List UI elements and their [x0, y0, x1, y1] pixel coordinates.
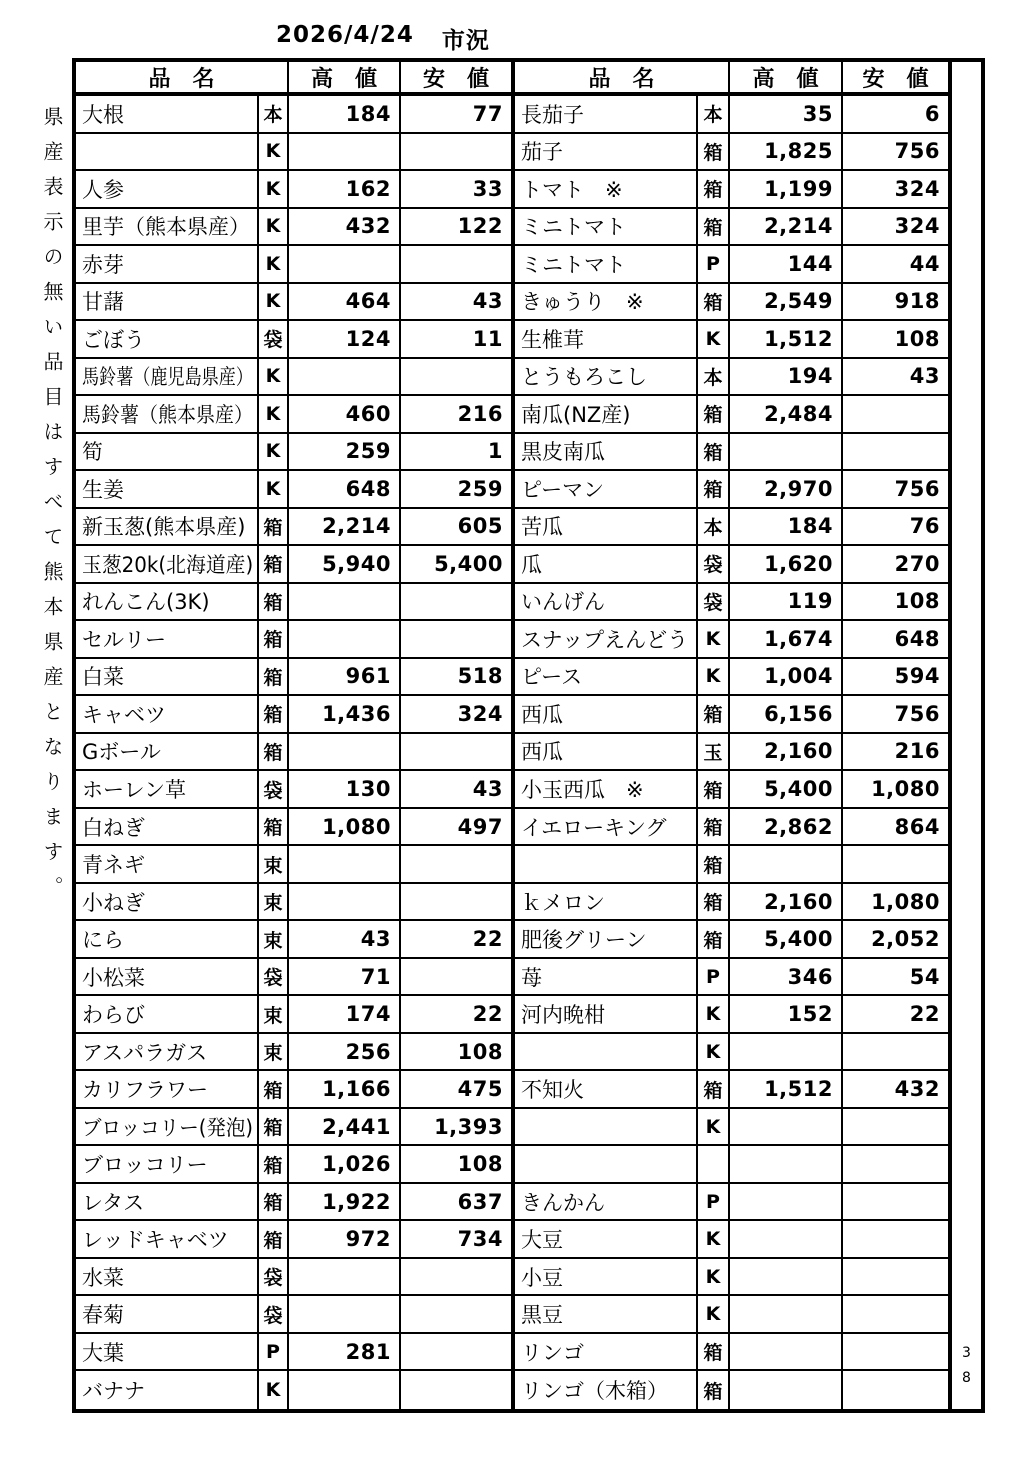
row-left-20-high: 1,080 — [289, 809, 401, 847]
row-right-3-unit: 箱 — [698, 171, 730, 209]
row-left-14-name: れんこん(3K) — [76, 584, 259, 622]
row-right-35-high — [730, 1371, 843, 1409]
row-right-20-low: 864 — [843, 809, 948, 847]
row-left-1-name: 大根 — [76, 96, 259, 134]
row-left-2-name — [76, 134, 259, 172]
row-left-22-low — [401, 884, 511, 922]
row-left-23-name: にら — [76, 921, 259, 959]
row-left-18-unit: 箱 — [259, 734, 289, 772]
row-left-32-name: 水菜 — [76, 1259, 259, 1297]
row-right-12-low: 76 — [843, 509, 948, 547]
row-right-18-low: 216 — [843, 734, 948, 772]
row-left-3-unit: K — [259, 171, 289, 209]
title-date: 2026/4/24 — [276, 22, 414, 48]
row-left-20-name: 白ねぎ — [76, 809, 259, 847]
row-right-29-low — [843, 1146, 948, 1184]
row-left-1-unit: 本 — [259, 96, 289, 134]
row-right-12-name: 苦瓜 — [515, 509, 698, 547]
row-right-31-name: 大豆 — [515, 1221, 698, 1259]
row-left-32-high — [289, 1259, 401, 1297]
row-right-32-high — [730, 1259, 843, 1297]
row-right-14-high: 119 — [730, 584, 843, 622]
row-left-30-high: 1,922 — [289, 1184, 401, 1222]
row-right-32-low — [843, 1259, 948, 1297]
row-left-11-low: 259 — [401, 471, 511, 509]
row-left-6-name: 甘藷 — [76, 284, 259, 322]
row-right-26-low — [843, 1034, 948, 1072]
table-left-half — [76, 62, 515, 1409]
row-left-14-unit: 箱 — [259, 584, 289, 622]
row-right-27-low: 432 — [843, 1071, 948, 1109]
row-right-6-name: きゅうり ※ — [515, 284, 698, 322]
table-right-half — [515, 62, 952, 1409]
row-right-13-unit: 袋 — [698, 546, 730, 584]
row-left-5-unit: K — [259, 246, 289, 284]
row-right-4-high: 2,214 — [730, 209, 843, 247]
row-right-31-low — [843, 1221, 948, 1259]
row-left-6-unit: K — [259, 284, 289, 322]
row-right-19-high: 5,400 — [730, 771, 843, 809]
row-left-17-low: 324 — [401, 696, 511, 734]
row-right-35-low — [843, 1371, 948, 1409]
row-right-3-name: トマト ※ — [515, 171, 698, 209]
row-right-19-unit: 箱 — [698, 771, 730, 809]
row-left-34-low — [401, 1334, 511, 1372]
row-left-26-unit: 束 — [259, 1034, 289, 1072]
row-left-30-name: レタス — [76, 1184, 259, 1222]
row-right-5-name: ミニトマト — [515, 246, 698, 284]
row-right-24-unit: P — [698, 959, 730, 997]
row-left-8-name: 馬鈴薯（鹿児島県産） — [76, 359, 259, 397]
row-right-25-name: 河内晩柑 — [515, 996, 698, 1034]
row-left-25-name: わらび — [76, 996, 259, 1034]
row-left-16-high: 961 — [289, 659, 401, 697]
row-right-8-low: 43 — [843, 359, 948, 397]
row-right-22-high: 2,160 — [730, 884, 843, 922]
row-right-11-high: 2,970 — [730, 471, 843, 509]
row-left-15-unit: 箱 — [259, 621, 289, 659]
column-header-name-right: 品 名 — [515, 62, 730, 96]
row-left-21-low — [401, 846, 511, 884]
row-right-7-low: 108 — [843, 321, 948, 359]
row-left-9-low: 216 — [401, 396, 511, 434]
row-right-33-unit: K — [698, 1296, 730, 1334]
row-right-20-name: イエローキング — [515, 809, 698, 847]
row-right-9-low — [843, 396, 948, 434]
row-left-35-name: バナナ — [76, 1371, 259, 1409]
row-left-23-low: 22 — [401, 921, 511, 959]
row-left-7-name: ごぼう — [76, 321, 259, 359]
row-left-29-low: 108 — [401, 1146, 511, 1184]
row-left-19-unit: 袋 — [259, 771, 289, 809]
row-right-26-high — [730, 1034, 843, 1072]
row-right-10-name: 黒皮南瓜 — [515, 434, 698, 472]
row-left-23-unit: 束 — [259, 921, 289, 959]
row-right-24-name: 苺 — [515, 959, 698, 997]
row-left-1-low: 77 — [401, 96, 511, 134]
row-right-1-high: 35 — [730, 96, 843, 134]
page-number-column — [952, 62, 981, 1409]
row-right-19-name: 小玉西瓜 ※ — [515, 771, 698, 809]
row-left-27-name: カリフラワー — [76, 1071, 259, 1109]
row-right-27-unit: 箱 — [698, 1071, 730, 1109]
row-right-23-name: 肥後グリーン — [515, 921, 698, 959]
row-right-33-high — [730, 1296, 843, 1334]
row-left-19-high: 130 — [289, 771, 401, 809]
row-left-3-name: 人参 — [76, 171, 259, 209]
row-left-5-low — [401, 246, 511, 284]
row-right-34-high — [730, 1334, 843, 1372]
row-right-34-low — [843, 1334, 948, 1372]
row-right-35-name: リンゴ（木箱） — [515, 1371, 698, 1409]
row-right-10-unit: 箱 — [698, 434, 730, 472]
row-left-22-high — [289, 884, 401, 922]
row-right-15-low: 648 — [843, 621, 948, 659]
row-right-16-low: 594 — [843, 659, 948, 697]
row-right-25-unit: K — [698, 996, 730, 1034]
row-left-19-low: 43 — [401, 771, 511, 809]
row-right-5-low: 44 — [843, 246, 948, 284]
row-right-11-low: 756 — [843, 471, 948, 509]
row-right-22-unit: 箱 — [698, 884, 730, 922]
row-right-24-low: 54 — [843, 959, 948, 997]
row-left-24-name: 小松菜 — [76, 959, 259, 997]
row-right-21-low — [843, 846, 948, 884]
row-left-12-low: 605 — [401, 509, 511, 547]
row-left-8-unit: K — [259, 359, 289, 397]
row-right-18-name: 西瓜 — [515, 734, 698, 772]
row-left-2-unit: K — [259, 134, 289, 172]
page-title — [276, 22, 490, 55]
column-header-high-right: 高 値 — [730, 62, 843, 96]
row-right-21-unit: 箱 — [698, 846, 730, 884]
row-right-24-high: 346 — [730, 959, 843, 997]
row-left-25-unit: 束 — [259, 996, 289, 1034]
row-left-34-unit: P — [259, 1334, 289, 1372]
row-left-32-low — [401, 1259, 511, 1297]
row-right-23-high: 5,400 — [730, 921, 843, 959]
row-left-10-low: 1 — [401, 434, 511, 472]
row-right-18-unit: 玉 — [698, 734, 730, 772]
row-right-20-unit: 箱 — [698, 809, 730, 847]
row-right-33-low — [843, 1296, 948, 1334]
row-left-10-high: 259 — [289, 434, 401, 472]
row-left-4-high: 432 — [289, 209, 401, 247]
row-right-10-high — [730, 434, 843, 472]
row-left-7-low: 11 — [401, 321, 511, 359]
row-left-28-low: 1,393 — [401, 1109, 511, 1147]
row-left-8-low — [401, 359, 511, 397]
row-left-33-low — [401, 1296, 511, 1334]
row-right-7-name: 生椎茸 — [515, 321, 698, 359]
row-right-26-name — [515, 1034, 698, 1072]
row-left-20-unit: 箱 — [259, 809, 289, 847]
row-left-28-name: ブロッコリー(発泡) — [76, 1109, 259, 1147]
row-right-25-high: 152 — [730, 996, 843, 1034]
row-right-9-high: 2,484 — [730, 396, 843, 434]
row-left-21-unit: 束 — [259, 846, 289, 884]
row-right-9-name: 南瓜(NZ産) — [515, 396, 698, 434]
row-right-1-unit: 本 — [698, 96, 730, 134]
row-left-24-high: 71 — [289, 959, 401, 997]
row-left-31-unit: 箱 — [259, 1221, 289, 1259]
row-left-2-low — [401, 134, 511, 172]
row-left-24-unit: 袋 — [259, 959, 289, 997]
row-right-7-unit: K — [698, 321, 730, 359]
row-right-9-unit: 箱 — [698, 396, 730, 434]
row-right-23-low: 2,052 — [843, 921, 948, 959]
column-header-low-left: 安 値 — [401, 62, 511, 96]
row-left-6-high: 464 — [289, 284, 401, 322]
row-left-28-high: 2,441 — [289, 1109, 401, 1147]
row-right-30-high — [730, 1184, 843, 1222]
row-right-14-low: 108 — [843, 584, 948, 622]
row-left-13-name: 玉葱20k(北海道産) — [76, 546, 259, 584]
row-right-26-unit: K — [698, 1034, 730, 1072]
row-left-27-low: 475 — [401, 1071, 511, 1109]
row-right-3-low: 324 — [843, 171, 948, 209]
row-left-18-high — [289, 734, 401, 772]
row-right-17-name: 西瓜 — [515, 696, 698, 734]
row-right-22-low: 1,080 — [843, 884, 948, 922]
row-right-5-high: 144 — [730, 246, 843, 284]
row-left-15-low — [401, 621, 511, 659]
row-left-31-name: レッドキャベツ — [76, 1221, 259, 1259]
row-right-1-name: 長茄子 — [515, 96, 698, 134]
row-left-6-low: 43 — [401, 284, 511, 322]
row-right-11-unit: 箱 — [698, 471, 730, 509]
row-right-33-name: 黒豆 — [515, 1296, 698, 1334]
row-right-4-name: ミニトマト — [515, 209, 698, 247]
row-right-23-unit: 箱 — [698, 921, 730, 959]
row-left-4-name: 里芋（熊本県産） — [76, 209, 259, 247]
row-left-5-high — [289, 246, 401, 284]
row-left-13-low: 5,400 — [401, 546, 511, 584]
row-right-6-low: 918 — [843, 284, 948, 322]
row-right-11-name: ピーマン — [515, 471, 698, 509]
title-label: 市況 — [441, 28, 490, 54]
row-right-28-name — [515, 1109, 698, 1147]
row-right-8-unit: 本 — [698, 359, 730, 397]
row-right-34-name: リンゴ — [515, 1334, 698, 1372]
row-left-33-high — [289, 1296, 401, 1334]
row-left-24-low — [401, 959, 511, 997]
row-right-12-high: 184 — [730, 509, 843, 547]
row-right-2-low: 756 — [843, 134, 948, 172]
row-left-4-low: 122 — [401, 209, 511, 247]
row-right-31-high — [730, 1221, 843, 1259]
row-right-29-name — [515, 1146, 698, 1184]
row-left-20-low: 497 — [401, 809, 511, 847]
row-right-2-unit: 箱 — [698, 134, 730, 172]
row-right-5-unit: P — [698, 246, 730, 284]
row-left-19-name: ホーレン草 — [76, 771, 259, 809]
row-left-31-low: 734 — [401, 1221, 511, 1259]
row-right-34-unit: 箱 — [698, 1334, 730, 1372]
row-right-15-unit: K — [698, 621, 730, 659]
row-left-25-low: 22 — [401, 996, 511, 1034]
row-left-18-name: Gボール — [76, 734, 259, 772]
row-right-16-name: ピース — [515, 659, 698, 697]
row-left-26-name: アスパラガス — [76, 1034, 259, 1072]
row-right-32-unit: K — [698, 1259, 730, 1297]
row-left-7-unit: 袋 — [259, 321, 289, 359]
row-left-11-high: 648 — [289, 471, 401, 509]
row-right-30-name: きんかん — [515, 1184, 698, 1222]
row-right-17-unit: 箱 — [698, 696, 730, 734]
row-right-15-high: 1,674 — [730, 621, 843, 659]
row-left-16-name: 白菜 — [76, 659, 259, 697]
row-left-9-name: 馬鈴薯（熊本県産） — [76, 396, 259, 434]
row-left-4-unit: K — [259, 209, 289, 247]
row-left-35-high — [289, 1371, 401, 1409]
row-left-18-low — [401, 734, 511, 772]
row-left-22-name: 小ねぎ — [76, 884, 259, 922]
row-right-14-unit: 袋 — [698, 584, 730, 622]
row-left-22-unit: 束 — [259, 884, 289, 922]
price-table — [72, 58, 985, 1413]
column-header-name-left: 品 名 — [76, 62, 289, 96]
row-left-35-low — [401, 1371, 511, 1409]
row-left-5-name: 赤芽 — [76, 246, 259, 284]
row-right-31-unit: K — [698, 1221, 730, 1259]
row-right-32-name: 小豆 — [515, 1259, 698, 1297]
row-left-11-name: 生姜 — [76, 471, 259, 509]
row-left-2-high — [289, 134, 401, 172]
row-right-17-high: 6,156 — [730, 696, 843, 734]
row-left-34-name: 大葉 — [76, 1334, 259, 1372]
row-right-19-low: 1,080 — [843, 771, 948, 809]
row-right-27-name: 不知火 — [515, 1071, 698, 1109]
row-left-3-high: 162 — [289, 171, 401, 209]
row-left-30-unit: 箱 — [259, 1184, 289, 1222]
row-right-4-unit: 箱 — [698, 209, 730, 247]
row-left-29-unit: 箱 — [259, 1146, 289, 1184]
row-left-27-high: 1,166 — [289, 1071, 401, 1109]
row-left-35-unit: K — [259, 1371, 289, 1409]
row-left-34-high: 281 — [289, 1334, 401, 1372]
row-right-13-high: 1,620 — [730, 546, 843, 584]
row-right-13-name: 瓜 — [515, 546, 698, 584]
row-right-30-low — [843, 1184, 948, 1222]
row-right-30-unit: P — [698, 1184, 730, 1222]
row-left-10-unit: K — [259, 434, 289, 472]
row-right-13-low: 270 — [843, 546, 948, 584]
row-left-29-name: ブロッコリー — [76, 1146, 259, 1184]
column-header-high-left: 高 値 — [289, 62, 401, 96]
row-left-21-high — [289, 846, 401, 884]
column-header-low-right: 安 値 — [843, 62, 948, 96]
row-left-17-unit: 箱 — [259, 696, 289, 734]
row-left-14-low — [401, 584, 511, 622]
row-left-17-name: キャベツ — [76, 696, 259, 734]
row-left-23-high: 43 — [289, 921, 401, 959]
row-left-13-high: 5,940 — [289, 546, 401, 584]
row-left-12-unit: 箱 — [259, 509, 289, 547]
row-left-28-unit: 箱 — [259, 1109, 289, 1147]
origin-note: 県産表示の無い品目はすべて熊本県産となります。 — [40, 106, 64, 911]
row-left-33-name: 春菊 — [76, 1296, 259, 1334]
row-right-7-high: 1,512 — [730, 321, 843, 359]
row-left-1-high: 184 — [289, 96, 401, 134]
row-left-16-unit: 箱 — [259, 659, 289, 697]
row-left-15-name: セルリー — [76, 621, 259, 659]
row-left-29-high: 1,026 — [289, 1146, 401, 1184]
row-left-8-high — [289, 359, 401, 397]
row-right-21-name — [515, 846, 698, 884]
row-right-29-unit — [698, 1146, 730, 1184]
row-left-33-unit: 袋 — [259, 1296, 289, 1334]
row-left-16-low: 518 — [401, 659, 511, 697]
row-right-3-high: 1,199 — [730, 171, 843, 209]
row-right-6-unit: 箱 — [698, 284, 730, 322]
row-left-17-high: 1,436 — [289, 696, 401, 734]
row-left-21-name: 青ネギ — [76, 846, 259, 884]
row-left-25-high: 174 — [289, 996, 401, 1034]
row-right-12-unit: 本 — [698, 509, 730, 547]
row-right-10-low — [843, 434, 948, 472]
row-right-25-low: 22 — [843, 996, 948, 1034]
row-left-13-unit: 箱 — [259, 546, 289, 584]
row-right-15-name: スナップえんどう — [515, 621, 698, 659]
row-left-27-unit: 箱 — [259, 1071, 289, 1109]
row-right-8-high: 194 — [730, 359, 843, 397]
row-right-16-high: 1,004 — [730, 659, 843, 697]
row-left-3-low: 33 — [401, 171, 511, 209]
row-left-26-high: 256 — [289, 1034, 401, 1072]
row-left-30-low: 637 — [401, 1184, 511, 1222]
row-right-6-high: 2,549 — [730, 284, 843, 322]
row-left-12-high: 2,214 — [289, 509, 401, 547]
row-right-27-high: 1,512 — [730, 1071, 843, 1109]
row-right-2-high: 1,825 — [730, 134, 843, 172]
row-right-4-low: 324 — [843, 209, 948, 247]
row-right-29-high — [730, 1146, 843, 1184]
row-right-28-high — [730, 1109, 843, 1147]
row-left-9-high: 460 — [289, 396, 401, 434]
row-right-8-name: とうもろこし — [515, 359, 698, 397]
row-left-31-high: 972 — [289, 1221, 401, 1259]
row-left-7-high: 124 — [289, 321, 401, 359]
row-left-15-high — [289, 621, 401, 659]
row-left-11-unit: K — [259, 471, 289, 509]
row-right-22-name: ｋメロン — [515, 884, 698, 922]
row-right-14-name: いんげん — [515, 584, 698, 622]
page-number: 38 — [958, 1345, 975, 1395]
row-left-12-name: 新玉葱(熊本県産) — [76, 509, 259, 547]
row-right-18-high: 2,160 — [730, 734, 843, 772]
row-right-20-high: 2,862 — [730, 809, 843, 847]
row-right-2-name: 茄子 — [515, 134, 698, 172]
row-right-28-unit: K — [698, 1109, 730, 1147]
row-left-10-name: 筍 — [76, 434, 259, 472]
row-left-14-high — [289, 584, 401, 622]
row-right-28-low — [843, 1109, 948, 1147]
row-right-16-unit: K — [698, 659, 730, 697]
row-left-9-unit: K — [259, 396, 289, 434]
row-left-26-low: 108 — [401, 1034, 511, 1072]
row-right-35-unit: 箱 — [698, 1371, 730, 1409]
row-right-21-high — [730, 846, 843, 884]
row-right-1-low: 6 — [843, 96, 948, 134]
row-right-17-low: 756 — [843, 696, 948, 734]
row-left-32-unit: 袋 — [259, 1259, 289, 1297]
